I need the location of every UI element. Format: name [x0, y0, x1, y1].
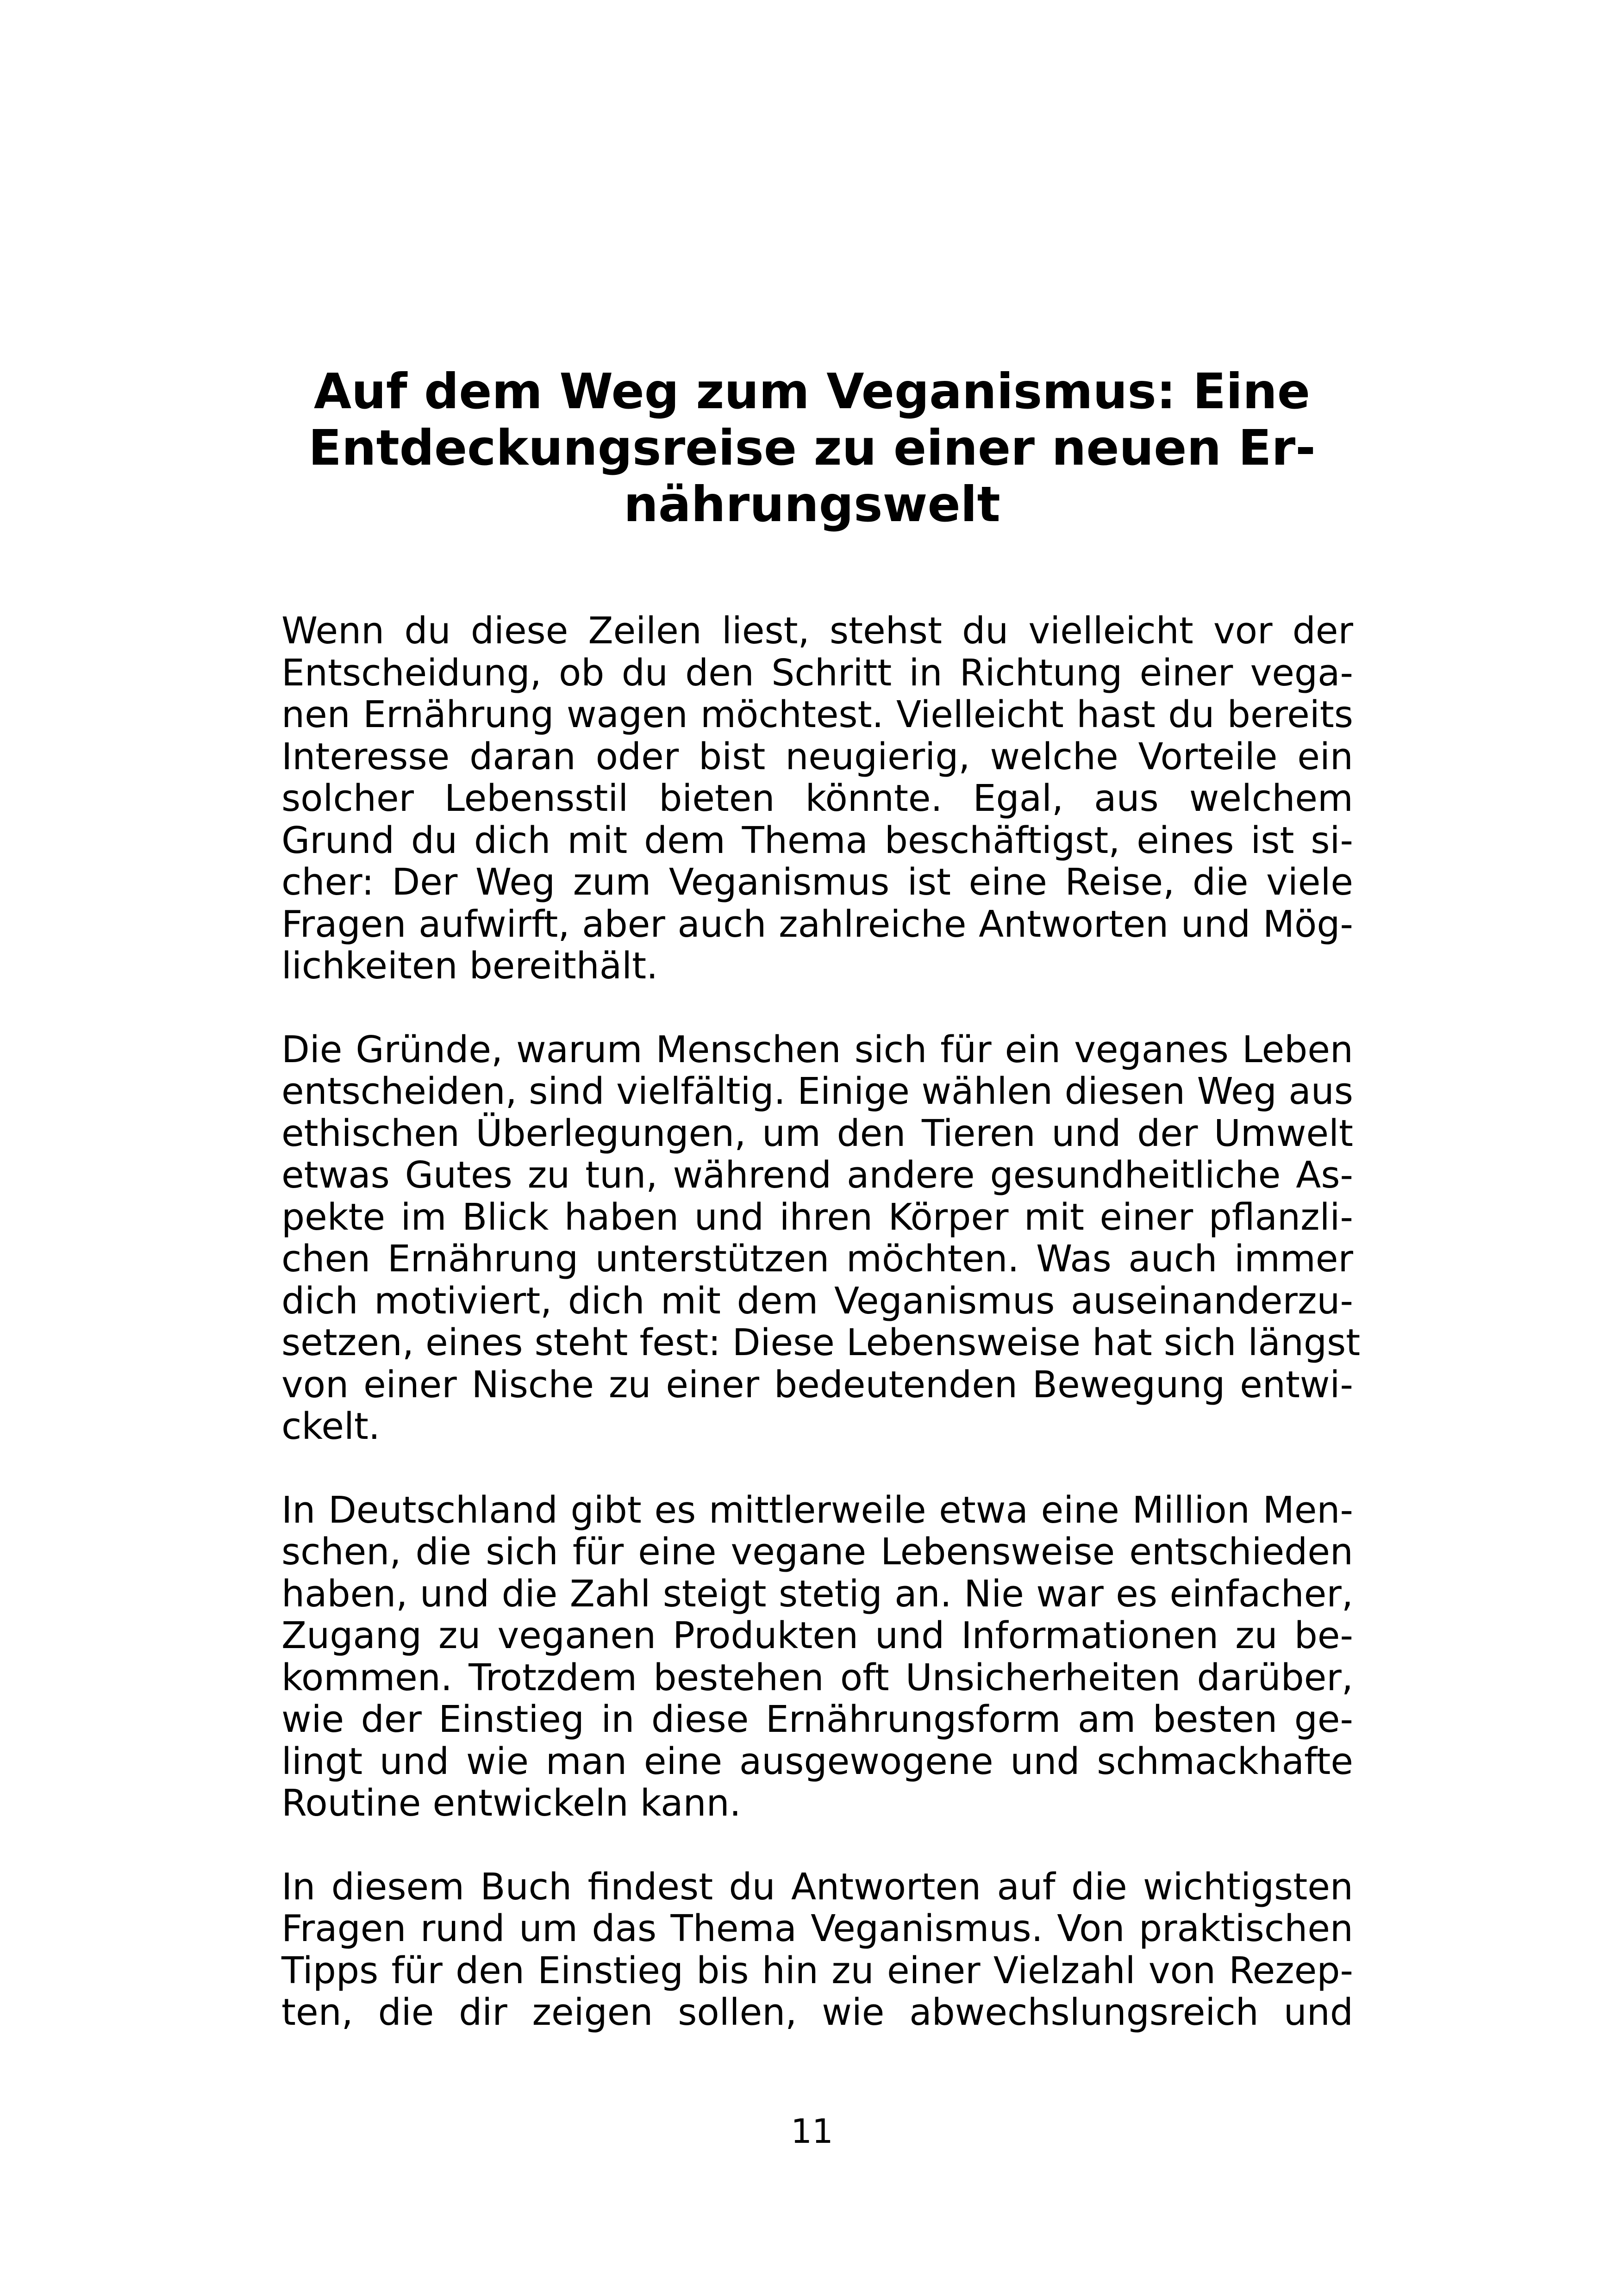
text-line: ckelt. — [281, 1405, 381, 1448]
text-line: entscheiden, sind vielfältig. Einige wählen diesen Weg aus — [281, 1070, 1353, 1113]
text-line: In diesem Buch findest du Antworten auf die wichtigsten — [281, 1865, 1353, 1908]
chapter-title-line: nährungswelt — [624, 476, 1000, 533]
chapter-title — [278, 363, 1346, 533]
text-line: wie der Einstieg in diese Ernährungsform am besten ge- — [281, 1698, 1353, 1741]
page-number: 11 — [791, 2112, 833, 2151]
text-line: solcher Lebensstil bieten könnte. Egal, aus welchem — [281, 777, 1353, 820]
text-line: chen Ernährung unterstützen möchten. Was auch immer — [281, 1238, 1353, 1280]
text-line: Fragen aufwirft, aber auch zahlreiche Antworten und Mög- — [281, 902, 1353, 946]
paragraph-3 — [281, 1489, 1353, 1824]
text-line: Entscheidung, ob du den Schritt in Richtung einer vega- — [281, 651, 1353, 694]
text-line: cher: Der Weg zum Veganismus ist eine Reise, die viele — [281, 861, 1353, 903]
text-line: nen Ernährung wagen möchtest. Vielleicht hast du bereits — [281, 693, 1353, 736]
text-line: Routine entwickeln kann. — [281, 1782, 741, 1824]
text-line: lingt und wie man eine ausgewogene und schmackhafte — [281, 1740, 1353, 1783]
paragraph-2 — [281, 1028, 1361, 1448]
paragraph-1 — [281, 610, 1353, 987]
text-line: haben, und die Zahl steigt stetig an. Nie war es einfacher, — [281, 1572, 1353, 1615]
text-line: etwas Gutes zu tun, während andere gesundheitliche As- — [281, 1154, 1353, 1196]
chapter-title-line: Entdeckungsreise zu einer neuen Er- — [308, 420, 1316, 476]
text-line: setzen, eines steht fest: Diese Lebensweise hat sich längst — [281, 1321, 1361, 1364]
paragraph-4 — [281, 1866, 1353, 2034]
text-line: Interesse daran oder bist neugierig, welche Vorteile ein — [281, 735, 1353, 778]
text-line: lichkeiten bereithält. — [281, 945, 658, 987]
text-line: Zugang zu veganen Produkten und Informationen zu be- — [281, 1614, 1353, 1657]
text-line: Die Gründe, warum Menschen sich für ein veganes Leben — [281, 1028, 1353, 1071]
text-line: pekte im Blick haben und ihren Körper mit einer pflanzli- — [281, 1195, 1353, 1238]
text-line: ethischen Überlegungen, um den Tieren und der Umwelt — [281, 1112, 1353, 1155]
text-line: ten, die dir zeigen sollen, wie abwechslungsreich und — [281, 1991, 1353, 2034]
text-line: In Deutschland gibt es mittlerweile etwa eine Million Men- — [281, 1488, 1353, 1531]
text-line: dich motiviert, dich mit dem Veganismus auseinanderzu- — [281, 1279, 1353, 1322]
chapter-title-line: Auf dem Weg zum Veganismus: Eine — [313, 363, 1311, 420]
text-line: Wenn du diese Zeilen liest, stehst du vielleicht vor der — [281, 610, 1353, 652]
text-line: schen, die sich für eine vegane Lebensweise entschieden — [281, 1531, 1353, 1573]
text-line: Grund du dich mit dem Thema beschäftigst, eines ist si- — [281, 819, 1353, 862]
text-line: Tipps für den Einstieg bis hin zu einer Vielzahl von Rezep- — [281, 1949, 1353, 1992]
body-text — [281, 610, 1361, 2075]
text-line: von einer Nische zu einer bedeutenden Bewegung entwi- — [281, 1363, 1353, 1406]
text-line: kommen. Trotzdem bestehen oft Unsicherheiten darüber, — [281, 1656, 1353, 1699]
text-line: Fragen rund um das Thema Veganismus. Von praktischen — [281, 1907, 1353, 1950]
